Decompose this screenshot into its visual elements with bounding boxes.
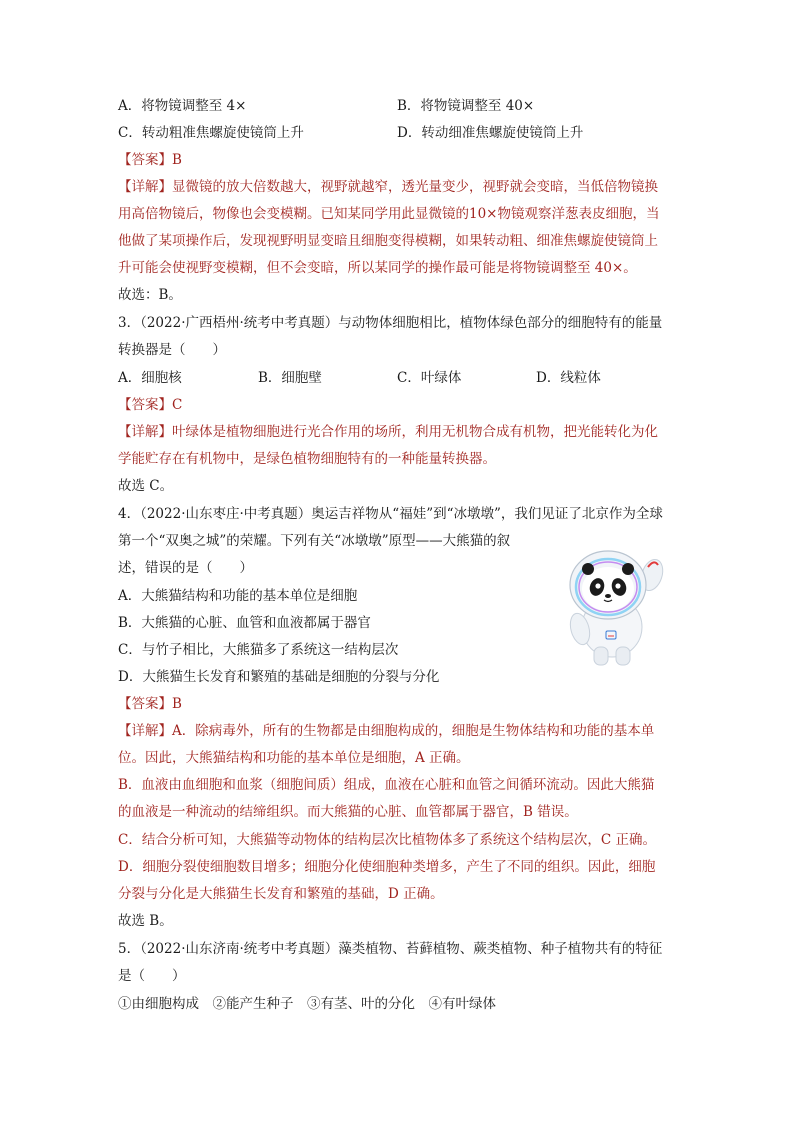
question-stem: 与动物体细胞相比，植物体绿色部分的细胞特有的能量 xyxy=(338,315,663,331)
q3-stem-line-1 xyxy=(118,313,662,333)
detail-tag: 【详解】 xyxy=(118,179,172,195)
q4-detail-line-6: D．细胞分裂使细胞数目增多；细胞分化使细胞种类增多，产生了不同的组织。因此，细胞 xyxy=(118,859,656,875)
q2-detail-line-2: 用高倍物镜后，物像也会变模糊。已知某同学用此显微镜的10×物镜观察洋葱表皮细胞，当 xyxy=(118,206,660,222)
answer-value: C xyxy=(172,397,183,413)
q2-detail-line-1 xyxy=(118,177,658,197)
question-number: 4． xyxy=(118,506,141,522)
q3-detail-line-2: 学能贮存在有机物中，是绿色植物细胞特有的一种能量转换器。 xyxy=(118,451,496,467)
q4-option-a: A．大熊猫结构和功能的基本单位是细胞 xyxy=(118,588,358,604)
q4-stem-line-2: 第一个“双奥之城”的荣耀。下列有关“冰墩墩”原型——大熊猫的叙 xyxy=(118,533,511,549)
q2-detail-line-4: 升可能会使视野变模糊，但不会变暗，所以某同学的操作最可能是将物镜调整至 40×。 xyxy=(118,260,637,276)
q4-option-b: B．大熊猫的心脏、血管和血液都属于器官 xyxy=(118,615,371,631)
question-number: 3． xyxy=(118,315,141,331)
q2-detail-line-3: 他做了某项操作后，发现视野明显变暗且细胞变得模糊，如果转动粗、细准焦螺旋使镜筒上 xyxy=(118,233,658,249)
q4-detail-line-4: 的血液是一种流动的结缔组织。而大熊猫的心脏、血管都属于器官，B 错误。 xyxy=(118,804,578,820)
q4-detail-line-5: C．结合分析可知，大熊猫等动物体的结构层次比植物体多了系统这个结构层次，C 正确。 xyxy=(118,832,656,848)
q4-stem-line-3: 述，错误的是（ ） xyxy=(118,560,253,576)
q3-stem-line-2: 转换器是（ ） xyxy=(118,342,226,358)
q3-option-d: D．线粒体 xyxy=(536,370,601,386)
question-stem: 奥运吉祥物从“福娃”到“冰墩墩”，我们见证了北京作为全球 xyxy=(311,506,663,522)
detail-tag: 【详解】 xyxy=(118,723,172,739)
q4-detail-line-3: B．血液由血细胞和血浆（细胞间质）组成，血液在心脏和血管之间循环流动。因此大熊猫 xyxy=(118,777,655,793)
q4-conclusion: 故选 B。 xyxy=(118,913,173,929)
question-source: （2022·广西梧州·统考中考真题） xyxy=(140,315,339,331)
q2-conclusion: 故选：B。 xyxy=(118,287,182,303)
answer-value: B xyxy=(172,152,182,168)
q4-answer xyxy=(118,694,182,714)
q3-conclusion: 故选 C。 xyxy=(118,478,174,494)
q4-detail-line-7: 分裂与分化是大熊猫生长发育和繁殖的基础，D 正确。 xyxy=(118,886,444,902)
detail-tag: 【详解】 xyxy=(118,424,172,440)
q2-option-b: B．将物镜调整至 40× xyxy=(397,98,535,114)
q4-option-c: C．与竹子相比，大熊猫多了系统这一结构层次 xyxy=(118,642,399,658)
question-stem: 藻类植物、苔藓植物、蕨类植物、种子植物共有的特征 xyxy=(338,941,663,957)
bing-dwen-dwen-mascot-image xyxy=(558,545,666,667)
detail-text: 显微镜的放大倍数越大，视野就越窄，透光量变少，视野就会变暗，当低倍物镜换 xyxy=(172,179,658,195)
answer-value: B xyxy=(172,696,182,712)
q4-option-d: D．大熊猫生长发育和繁殖的基础是细胞的分裂与分化 xyxy=(118,669,440,685)
q3-option-c: C．叶绿体 xyxy=(397,370,462,386)
answer-tag: 【答案】 xyxy=(118,696,172,712)
q3-detail-line-1 xyxy=(118,422,658,442)
q4-detail-line-1 xyxy=(118,721,654,741)
q3-option-a: A．细胞核 xyxy=(118,370,182,386)
q4-stem-line-1 xyxy=(118,504,663,524)
q5-options-line: ①由细胞构成 ②能产生种子 ③有茎、叶的分化 ④有叶绿体 xyxy=(118,996,496,1012)
q3-answer xyxy=(118,395,182,415)
q5-stem-line-1 xyxy=(118,939,662,959)
q2-option-c: C．转动粗准焦螺旋使镜筒上升 xyxy=(118,125,304,141)
question-number: 5． xyxy=(118,941,141,957)
answer-tag: 【答案】 xyxy=(118,397,172,413)
q2-option-d: D．转动细准焦螺旋使镜筒上升 xyxy=(397,125,584,141)
answer-tag: 【答案】 xyxy=(118,152,172,168)
q4-detail-line-2: 位。因此，大熊猫结构和功能的基本单位是细胞，A 正确。 xyxy=(118,750,470,766)
detail-text: 叶绿体是植物细胞进行光合作用的场所，利用无机物合成有机物，把光能转化为化 xyxy=(172,424,658,440)
q5-stem-line-2: 是（ ） xyxy=(118,968,186,984)
q2-answer xyxy=(118,150,182,170)
question-source: （2022·山东枣庄·中考真题） xyxy=(140,506,312,522)
question-source: （2022·山东济南·统考中考真题） xyxy=(140,941,339,957)
q3-option-b: B．细胞壁 xyxy=(258,370,322,386)
detail-text: A．除病毒外，所有的生物都是由细胞构成的，细胞是生物体结构和功能的基本单 xyxy=(172,723,655,739)
q2-option-a: A．将物镜调整至 4× xyxy=(118,98,247,114)
